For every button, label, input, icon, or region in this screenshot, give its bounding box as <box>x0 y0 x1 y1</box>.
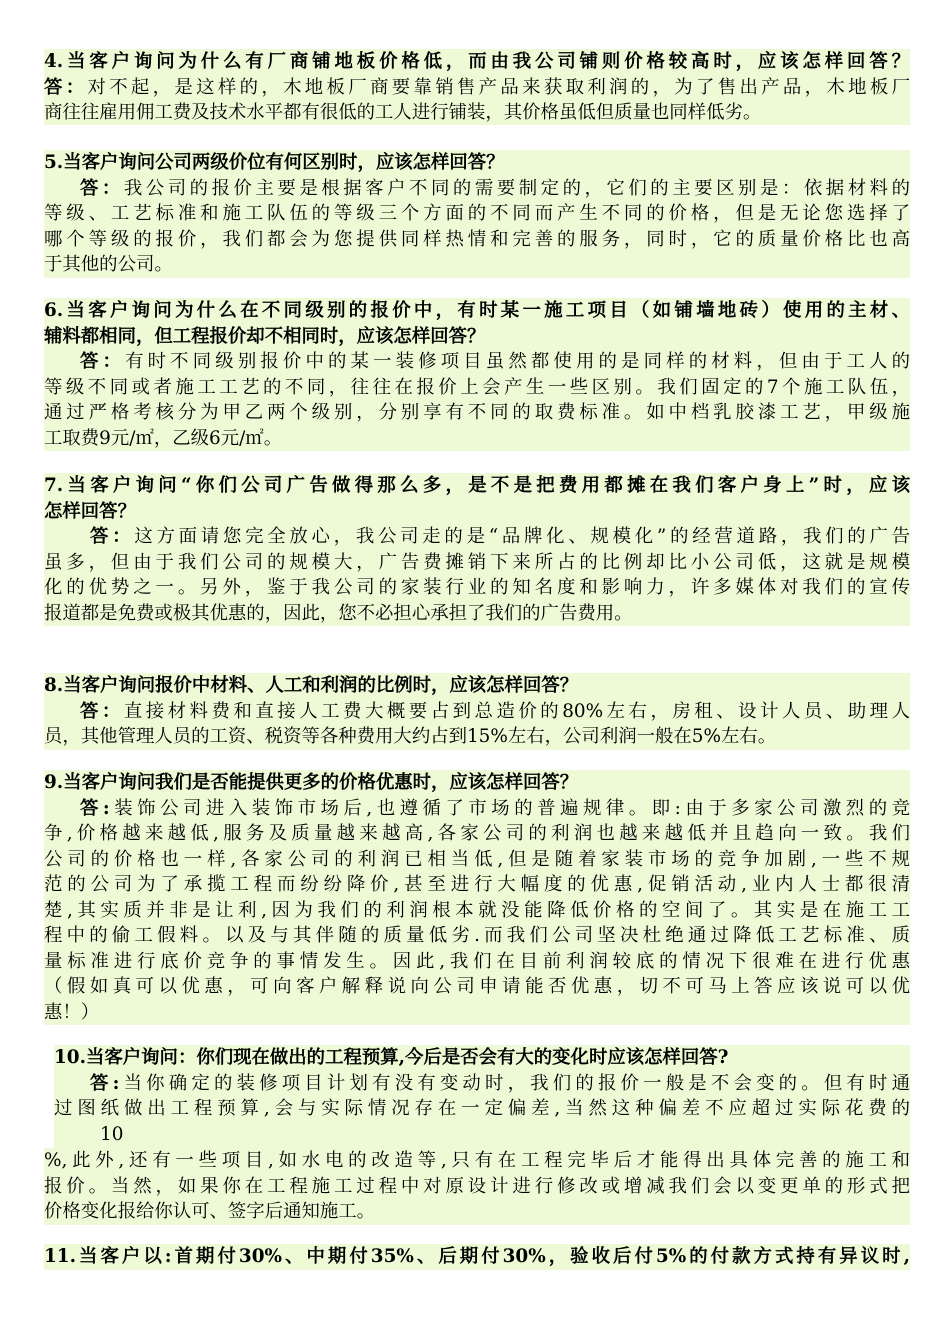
answer-9-line-3: 公司的价格也一样,各家公司的利润已相当低,但是随着家装市场的竞争加剧,一些不规 <box>44 848 910 870</box>
answer-label: 答： <box>44 76 88 98</box>
answer-8-line-2: 员，其他管理人员的工资、税资等各种费用大约占到15%左右，公司利润一般在5%左右。 <box>44 726 777 747</box>
answer-10-line-2: 过图纸做出工程预算,会与实际情况存在一定偏差,当然这种偏差不应超过实际花费的 <box>54 1098 910 1119</box>
qa-item-10-cont <box>44 1148 910 1225</box>
answer-9-line-6: 程中的偷工假料。以及与其伴随的质量低劣.而我们公司坚决杜绝通过降低工艺标准、质 <box>44 925 910 946</box>
answer-8-line-1: 直接材料费和直接人工费大概要占到总造价的80%左右，房租、设计人员、助理人 <box>123 700 910 722</box>
answer-6-line-4: 工取费9元/㎡，乙级6元/㎡。 <box>44 427 283 449</box>
answer-9-line-5: 楚,其实质并非是让利,因为我们的利润根本就没能降低价格的空间了。其实是在施工工 <box>44 899 910 921</box>
answer-9-line-1: 装饰公司进入装饰市场后,也遵循了市场的普遍规律。即:由于多家公司激烈的竞 <box>109 797 910 819</box>
question-11: 11.当客户以:首期付30%、中期付35%、后期付30%，验收后付5%的付款方式持有异议时, <box>44 1246 910 1267</box>
answer-9-line-4: 范的公司为了承揽工程而纷纷降价,甚至进行大幅度的优惠,促销活动,业内人士都很清 <box>44 874 910 895</box>
answer-9-line-9: 惠！） <box>44 1001 100 1023</box>
answer-5-line-4: 于其他的公司。 <box>44 254 173 275</box>
qa-item-7 <box>44 473 910 626</box>
answer-10-line-3: 10 <box>100 1123 124 1145</box>
question-5: 5.当客户询问公司两级价位有何区别时，应该怎样回答？ <box>44 152 505 173</box>
answer-label: 答： <box>80 351 126 372</box>
question-7-line-2: 怎样回答？ <box>44 500 136 522</box>
answer-9-line-7: 量标准进行底价竞争的事情发生。因此,我们在目前利润较底的情况下很难在进行优惠 <box>44 950 910 972</box>
question-4: 4.当客户询问为什么有厂商铺地板价格低，而由我公司铺则价格较高时，应该怎样回答？ <box>44 51 910 72</box>
answer-5-line-2: 等级、工艺标准和施工队伍的等级三个方面的不同而产生不同的价格，但是无论您选择了 <box>44 203 910 224</box>
answer-4-line-2: 商往往雇用佣工费及技术水平都有很低的工人进行铺装，其价格虽低但质量也同样低劣。 <box>44 102 762 123</box>
question-10: 10.当客户询问：你们现在做出的工程预算,今后是否会有大的变化时应该怎样回答? <box>54 1047 729 1068</box>
answer-10-line-1: 当你确定的装修项目计划有没有变动时，我们的报价一般是不会变的。但有时通 <box>119 1072 910 1094</box>
answer-label: 答: <box>80 797 110 819</box>
answer-label: 答: <box>90 1072 120 1094</box>
answer-5-line-1: 我公司的报价主要是根据客户不同的需要制定的，它们的主要区别是：依据材料的 <box>123 177 910 199</box>
answer-label: 答： <box>80 700 124 722</box>
qa-item-6 <box>44 298 910 451</box>
answer-7-line-3: 化的优势之一。另外，鉴于我公司的家装行业的知名度和影响力，许多媒体对我们的宣传 <box>44 577 910 598</box>
answer-6-line-1: 有时不同级别报价中的某一装修项目虽然都使用的是同样的材料，但由于工人的 <box>125 351 910 372</box>
answer-6-line-2: 等级不同或者施工工艺的不同，往往在报价上会产生一些区别。我们固定的7个施工队伍， <box>44 376 910 398</box>
answer-5-line-3: 哪个等级的报价，我们都会为您提供同样热情和完善的服务，同时，它的质量价格比也高 <box>44 228 910 250</box>
question-6-line-2: 辅料都相同，但工程报价却不相同时，应该怎样回答？ <box>44 325 486 347</box>
question-9: 9.当客户询问我们是否能提供更多的价格优惠时，应该怎样回答？ <box>44 772 579 793</box>
qa-item-11 <box>44 1244 910 1270</box>
qa-item-4 <box>44 49 910 125</box>
qa-item-8 <box>44 673 910 750</box>
answer-4-line-1: 对不起，是这样的，木地板厂商要靠销售产品来获取利润的，为了售出产品，木地板厂 <box>87 76 910 98</box>
answer-6-line-3: 通过严格考核分为甲乙两个级别，分别享有不同的取费标准。如中档乳胶漆工艺，甲级施 <box>44 402 910 423</box>
answer-10-line-5: 报价。当然，如果你在工程施工过程中对原设计进行修改或增减我们会以变更单的形式把 <box>44 1175 910 1197</box>
question-7-line-1: 7.当客户询问“你们公司广告做得那么多，是不是把费用都摊在我们客户身上”时，应该 <box>44 475 910 496</box>
answer-7-line-2: 虽多，但由于我们公司的规模大，广告费摊销下来所占的比例却比小公司低，这就是规模 <box>44 551 910 573</box>
answer-10-line-6: 价格变化报给你认可、签字后通知施工。 <box>44 1201 376 1222</box>
answer-9-line-8: （假如真可以优惠，可向客户解释说向公司申请能否优惠，切不可马上答应该说可以优 <box>44 976 910 997</box>
question-8: 8.当客户询问报价中材料、人工和利润的比例时，应该怎样回答？ <box>44 675 579 696</box>
qa-item-5 <box>44 150 910 278</box>
answer-7-line-1: 这方面请您完全放心，我公司走的是“品牌化、规模化”的经营道路，我们的广告 <box>134 526 910 547</box>
answer-label: 答： <box>90 526 135 547</box>
answer-10-line-4: %,此外,还有一些项目,如水电的改造等,只有在工程完毕后才能得出具体完善的施工和 <box>44 1150 910 1171</box>
qa-item-9 <box>44 770 910 1025</box>
answer-9-line-2: 争,价格越来越低,服务及质量越来越高,各家公司的利润也越来越低并且趋向一致。我们 <box>44 823 910 844</box>
answer-label: 答： <box>80 177 124 199</box>
answer-7-line-4: 报道都是免费或极其优惠的，因此，您不必担心承担了我们的广告费用。 <box>44 602 633 624</box>
question-6-line-1: 6.当客户询问为什么在不同级别的报价中，有时某一施工项目（如铺墙地砖）使用的主材、 <box>44 300 910 321</box>
